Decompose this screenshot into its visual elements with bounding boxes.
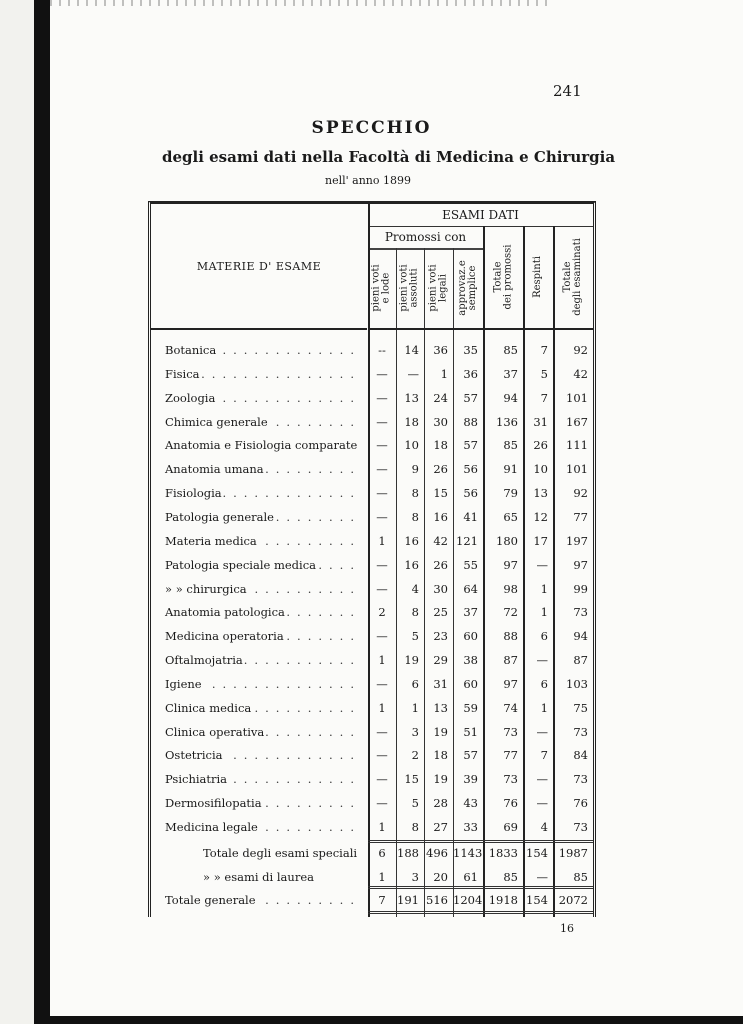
column-header — [523, 226, 553, 330]
row-value: 154 — [526, 846, 548, 860]
row-value: 30 — [433, 582, 448, 596]
table-row — [151, 767, 593, 791]
row-value: 38 — [463, 653, 478, 667]
row-value: 7 — [540, 343, 548, 357]
row-value: 1 — [540, 605, 548, 619]
row-value: 73 — [573, 772, 588, 786]
row-value: 69 — [503, 820, 518, 834]
row-value: — — [376, 462, 388, 476]
row-value: — — [407, 367, 419, 381]
row-value: 85 — [503, 869, 518, 884]
row-value: 30 — [433, 415, 448, 429]
row-value: 7 — [540, 748, 548, 762]
row-value: 73 — [573, 725, 588, 739]
header-promossi-con: Promossi con — [368, 226, 483, 250]
row-subject: » » chirurgica — [165, 582, 247, 596]
table-row — [151, 553, 593, 577]
row-value: 14 — [404, 343, 419, 357]
row-value: 136 — [496, 415, 518, 429]
leader-dots: ......... — [265, 820, 361, 834]
column-header-text — [458, 260, 478, 316]
row-subject: Medicina legale — [165, 820, 258, 834]
leader-dots: ............. — [222, 343, 361, 357]
row-value: — — [536, 653, 548, 667]
column-header — [453, 248, 483, 330]
row-value: 17 — [533, 534, 548, 548]
row-value: 99 — [573, 582, 588, 596]
row-value: 64 — [463, 582, 478, 596]
column-header-line2: semplice — [467, 265, 479, 311]
row-value: 92 — [573, 486, 588, 500]
row-value: 75 — [573, 701, 588, 715]
row-value: 73 — [573, 820, 588, 834]
row-value: 73 — [573, 605, 588, 619]
row-value: 61 — [463, 869, 478, 884]
row-subject: Dermosifilopatia — [165, 796, 262, 810]
row-subject: Oftalmojatria — [165, 653, 243, 667]
row-value: — — [536, 725, 548, 739]
row-value: — — [536, 796, 548, 810]
signature-mark: 16 — [560, 922, 574, 935]
row-subject: Igiene — [165, 677, 202, 691]
row-value: 37 — [463, 605, 478, 619]
column-header — [368, 248, 396, 330]
row-value: 1 — [378, 653, 386, 667]
row-value: 39 — [463, 772, 478, 786]
row-value: 3 — [411, 869, 419, 884]
row-value: 6 — [411, 677, 419, 691]
row-value: 1 — [378, 820, 386, 834]
row-value: 1 — [411, 701, 419, 715]
row-value: 1143 — [453, 846, 483, 860]
table-row — [151, 815, 593, 839]
row-value: 24 — [433, 391, 448, 405]
column-header-line2: assoluti — [409, 268, 421, 308]
row-value: 19 — [433, 772, 448, 786]
row-value: 8 — [411, 820, 419, 834]
row-value: 111 — [566, 438, 588, 452]
row-value: 5 — [411, 629, 419, 643]
row-value: 79 — [503, 486, 518, 500]
table-row — [151, 672, 593, 696]
row-value: 56 — [463, 486, 478, 500]
row-value: — — [376, 486, 388, 500]
row-value: 7 — [540, 391, 548, 405]
column-header-line1: pieni voti — [427, 264, 439, 312]
leader-dots: .......... — [254, 582, 361, 596]
leader-dots: ....... — [286, 629, 361, 643]
row-subject: Materia medica — [165, 534, 257, 548]
leader-dots: ........... — [243, 653, 361, 667]
table-row — [151, 577, 593, 601]
row-value: — — [376, 772, 388, 786]
row-value: 94 — [573, 629, 588, 643]
column-header-text — [372, 264, 392, 311]
row-value: 31 — [433, 677, 448, 691]
row-subject: Anatomia umana — [165, 462, 264, 476]
column-header-line2: e lode — [381, 272, 393, 304]
leader-dots: ....... — [286, 605, 361, 619]
column-header — [483, 226, 523, 330]
row-value: — — [376, 725, 388, 739]
row-value: 42 — [573, 367, 588, 381]
table-row — [151, 386, 593, 410]
row-value: 35 — [463, 343, 478, 357]
row-subject: Patologia generale — [165, 510, 274, 524]
row-value: — — [536, 772, 548, 786]
table-row — [151, 338, 593, 362]
row-value: 101 — [566, 391, 588, 405]
row-subject: Clinica operativa — [165, 725, 265, 739]
row-subject: Ostetricia — [165, 748, 223, 762]
row-value: 88 — [463, 415, 478, 429]
row-value: 101 — [566, 462, 588, 476]
row-value: 16 — [433, 510, 448, 524]
leader-dots: ......... — [265, 534, 361, 548]
row-value: 13 — [433, 701, 448, 715]
row-value: 51 — [463, 725, 478, 739]
leader-dots: ........ — [275, 510, 361, 524]
row-subject: Medicina operatoria — [165, 629, 284, 643]
scan-bottom-edge — [34, 1016, 743, 1024]
row-value: 25 — [433, 605, 448, 619]
row-value: 87 — [573, 653, 588, 667]
row-value: 98 — [503, 582, 518, 596]
row-value: 19 — [404, 653, 419, 667]
page-title — [0, 118, 743, 138]
row-subject: Psichiatria — [165, 772, 228, 786]
row-value: 57 — [463, 748, 478, 762]
row-value: 37 — [503, 367, 518, 381]
total-row — [151, 841, 593, 865]
table-row — [151, 624, 593, 648]
row-value: 92 — [573, 343, 588, 357]
column-header-text — [400, 264, 420, 311]
total-row — [151, 888, 593, 912]
column-header-line1: pieni voti — [371, 264, 383, 312]
row-value: 197 — [566, 534, 588, 548]
leader-dots: .... — [318, 558, 361, 572]
row-value: 10 — [404, 438, 419, 452]
row-value: 36 — [463, 367, 478, 381]
row-value: 4 — [540, 820, 548, 834]
row-value: 121 — [456, 534, 478, 548]
total-rule — [368, 911, 593, 914]
leader-dots: .............. — [211, 677, 361, 691]
column-header — [553, 226, 593, 330]
row-value: 76 — [503, 796, 518, 810]
row-value: 20 — [433, 869, 448, 884]
column-header — [396, 248, 424, 330]
row-value: — — [376, 438, 388, 452]
row-value: 85 — [503, 343, 518, 357]
row-value: 10 — [533, 462, 548, 476]
row-value: 19 — [433, 725, 448, 739]
row-value: 4 — [411, 582, 419, 596]
row-value: 7 — [378, 893, 386, 907]
scan-margin — [0, 0, 35, 1024]
row-value: 1 — [378, 701, 386, 715]
row-value: 6 — [540, 677, 548, 691]
row-value: 8 — [411, 510, 419, 524]
row-value: 87 — [503, 653, 518, 667]
row-subject: Botanica — [165, 343, 217, 357]
column-header-line1: approvaz.e — [457, 260, 469, 316]
row-value: — — [376, 582, 388, 596]
title-text: SPECCHIO — [311, 118, 432, 138]
row-value: 73 — [503, 725, 518, 739]
column-header-text — [563, 238, 583, 316]
row-value: 74 — [503, 701, 518, 715]
row-value: 77 — [573, 510, 588, 524]
page-number: 241 — [553, 82, 582, 100]
column-header-text — [493, 245, 513, 310]
row-value: — — [376, 415, 388, 429]
row-value: 43 — [463, 796, 478, 810]
row-value: — — [536, 558, 548, 572]
row-value: 97 — [573, 558, 588, 572]
row-value: 154 — [526, 893, 548, 907]
row-subject: Zoologia — [165, 391, 216, 405]
row-value: 1987 — [558, 846, 588, 860]
row-value: 18 — [404, 415, 419, 429]
row-value: 6 — [540, 629, 548, 643]
row-value: 26 — [433, 462, 448, 476]
row-value: — — [376, 748, 388, 762]
leader-dots: ............ — [233, 748, 361, 762]
row-value: 1 — [440, 367, 448, 381]
row-value: 496 — [426, 846, 448, 860]
column-header-line1: pieni voti — [399, 264, 411, 312]
row-value: 1 — [378, 869, 386, 884]
row-value: 5 — [411, 796, 419, 810]
row-subject: Clinica medica — [165, 701, 252, 715]
row-value: 16 — [404, 534, 419, 548]
row-value: 41 — [463, 510, 478, 524]
column-header-line1: Totale — [492, 261, 503, 293]
exam-table — [148, 201, 596, 917]
leader-dots: ......... — [265, 893, 361, 907]
row-value: — — [376, 629, 388, 643]
row-value: — — [376, 510, 388, 524]
row-value: — — [376, 796, 388, 810]
row-value: 5 — [540, 367, 548, 381]
leader-dots: .......... — [254, 701, 361, 715]
row-value: 18 — [433, 748, 448, 762]
row-value: 1918 — [488, 893, 518, 907]
row-value: -- — [378, 343, 386, 357]
row-value: 8 — [411, 486, 419, 500]
row-value: 57 — [463, 438, 478, 452]
table-row — [151, 720, 593, 744]
leader-dots: ............ — [233, 772, 361, 786]
row-value: 26 — [433, 558, 448, 572]
row-value: 8 — [411, 605, 419, 619]
row-value: 29 — [433, 653, 448, 667]
row-value: 31 — [533, 415, 548, 429]
page-subtitle: degli esami dati nella Facoltà di Medicina e Chirurgia — [162, 148, 616, 166]
row-value: 2072 — [558, 893, 588, 907]
row-value: 85 — [503, 438, 518, 452]
row-value: 16 — [404, 558, 419, 572]
row-value: 15 — [404, 772, 419, 786]
column-header-text — [533, 256, 543, 298]
row-subject: Chimica generale — [165, 415, 268, 429]
table-row — [151, 696, 593, 720]
column-header — [424, 248, 453, 330]
column-header-line1: Totale — [562, 261, 574, 293]
column-header-line1: Respinti — [532, 256, 543, 298]
row-value: 60 — [463, 677, 478, 691]
table-row — [151, 743, 593, 767]
table-row — [151, 529, 593, 553]
column-header-line2: dei promossi — [502, 244, 513, 310]
row-value: 26 — [533, 438, 548, 452]
row-value: 191 — [397, 893, 419, 907]
row-value: 3 — [411, 725, 419, 739]
row-subject: Totale generale — [165, 893, 256, 907]
leader-dots: ............... — [201, 367, 361, 381]
row-subject: Fisica — [165, 367, 200, 381]
row-value: 188 — [397, 846, 419, 860]
total-rule — [368, 840, 593, 843]
row-value: 516 — [426, 893, 448, 907]
row-value: 97 — [503, 558, 518, 572]
row-value: 94 — [503, 391, 518, 405]
row-value: — — [536, 869, 548, 884]
table-row — [151, 457, 593, 481]
row-value: 1 — [540, 582, 548, 596]
row-value: 23 — [433, 629, 448, 643]
row-value: 12 — [533, 510, 548, 524]
table-row — [151, 505, 593, 529]
row-value: 1 — [540, 701, 548, 715]
total-rule — [368, 886, 593, 889]
binding-edge — [34, 0, 50, 1024]
row-value: 13 — [404, 391, 419, 405]
total-row — [151, 865, 593, 889]
row-value: 1204 — [453, 893, 483, 907]
row-value: — — [376, 391, 388, 405]
year-line: nell' anno 1899 — [325, 174, 411, 187]
row-value: 65 — [503, 510, 518, 524]
row-value: 9 — [411, 462, 419, 476]
row-value: 91 — [503, 462, 518, 476]
row-subject: Patologia speciale medica — [165, 558, 317, 572]
row-value: 2 — [378, 605, 386, 619]
row-value: 73 — [503, 772, 518, 786]
row-value: 6 — [378, 846, 386, 860]
row-value: — — [376, 367, 388, 381]
row-value: 72 — [503, 605, 518, 619]
row-value: 59 — [463, 701, 478, 715]
row-value: 18 — [433, 438, 448, 452]
row-value: 167 — [566, 415, 588, 429]
row-value: 76 — [573, 796, 588, 810]
row-value: 84 — [573, 748, 588, 762]
column-header-text — [429, 264, 449, 311]
leader-dots: ............. — [222, 486, 361, 500]
row-value: 36 — [433, 343, 448, 357]
row-value: 57 — [463, 391, 478, 405]
table-row — [151, 600, 593, 624]
row-value: 180 — [496, 534, 518, 548]
column-header-line2: legali — [437, 274, 449, 302]
row-value: 1 — [378, 534, 386, 548]
table-row — [151, 362, 593, 386]
row-value: 13 — [533, 486, 548, 500]
row-value: 33 — [463, 820, 478, 834]
row-value: 55 — [463, 558, 478, 572]
table-row — [151, 433, 593, 457]
leader-dots: ............. — [222, 391, 361, 405]
table-row — [151, 410, 593, 434]
leader-dots: ......... — [265, 796, 361, 810]
leader-dots: ........ — [275, 415, 361, 429]
row-subject: Anatomia patologica — [165, 605, 285, 619]
row-value: 77 — [503, 748, 518, 762]
header-esami-dati: ESAMI DATI — [368, 204, 593, 227]
row-value: 27 — [433, 820, 448, 834]
row-value: 15 — [433, 486, 448, 500]
row-value: 103 — [566, 677, 588, 691]
row-value: 56 — [463, 462, 478, 476]
scan-noise — [50, 0, 550, 6]
column-header-line2: degli esaminati — [572, 238, 584, 316]
row-value: 1833 — [488, 846, 518, 860]
row-value: 85 — [573, 869, 588, 884]
row-value: — — [376, 558, 388, 572]
table-row — [151, 481, 593, 505]
row-value: 60 — [463, 629, 478, 643]
row-subject: Fisiologia — [165, 486, 222, 500]
leader-dots: ......... — [265, 462, 361, 476]
row-value: 88 — [503, 629, 518, 643]
table-row — [151, 791, 593, 815]
row-subject: Anatomia e Fisiologia comparate — [165, 438, 358, 452]
row-value: — — [376, 677, 388, 691]
row-value: 2 — [411, 748, 419, 762]
table-row — [151, 648, 593, 672]
row-value: 42 — [433, 534, 448, 548]
row-value: 97 — [503, 677, 518, 691]
row-subject: Totale degli esami speciali — [203, 846, 358, 860]
row-subject: » » esami di laurea — [203, 869, 314, 884]
leader-dots: ......... — [265, 725, 361, 739]
row-value: 28 — [433, 796, 448, 810]
header-subjects: MATERIE D' ESAME — [151, 204, 367, 330]
